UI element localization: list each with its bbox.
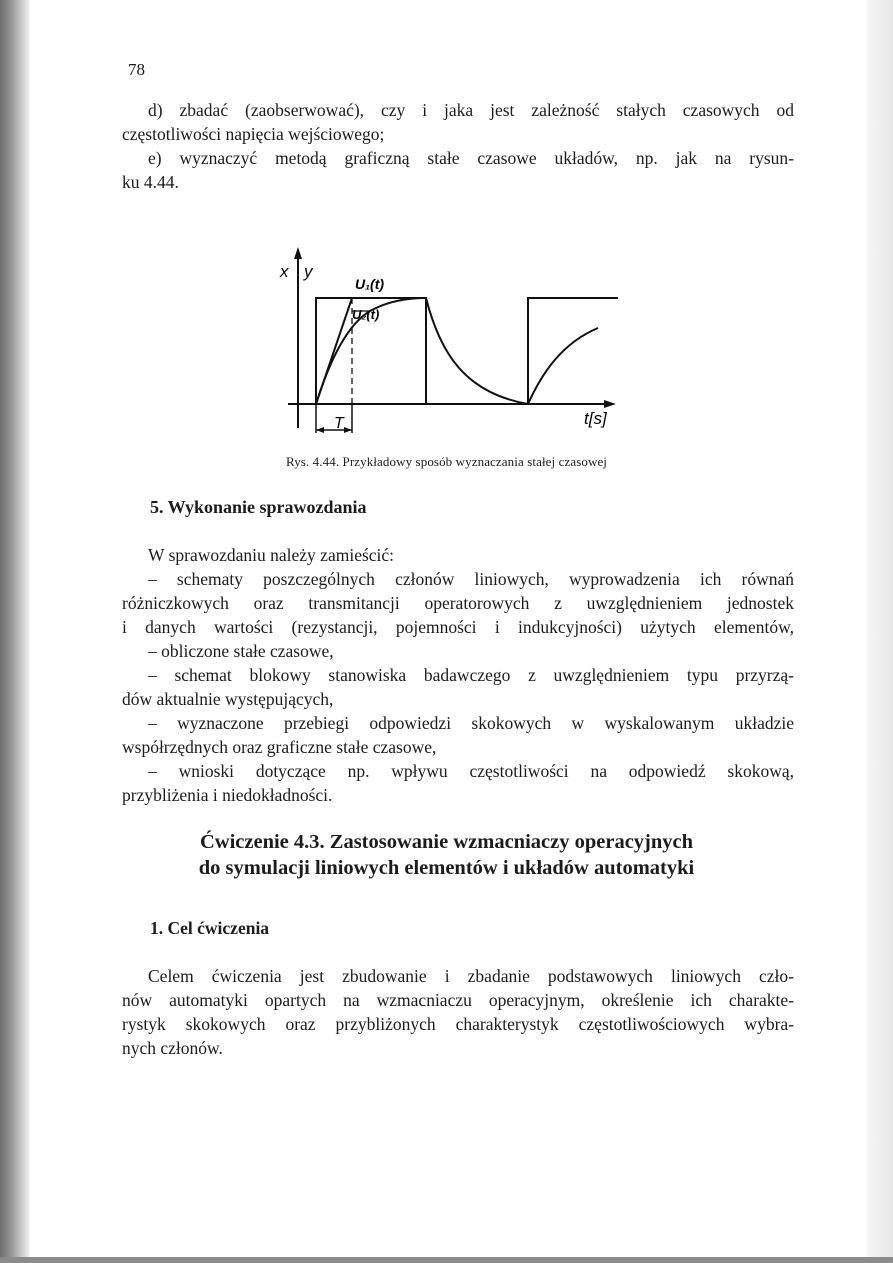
report-line: – obliczone stałe czasowe,: [148, 641, 334, 661]
time-axis-arrow-icon: [604, 400, 616, 408]
report-line: przybliżenia i niedokładności.: [122, 785, 333, 805]
output-curve-label: U₂(t): [352, 307, 380, 322]
report-line: – wyznaczone przebiegi odpowiedzi skokowych w wyskalowanym układzie: [148, 713, 794, 733]
time-axis-label: t[s]: [584, 409, 607, 428]
goal-line: nów automatyki opartych na wzmacniaczu operacyjnym, określenie ich charakte-: [122, 990, 794, 1010]
t-dim-arrow-right-icon: [344, 427, 352, 433]
goal-line: Celem ćwiczenia jest zbudowanie i zbadanie podstawowych liniowych czło-: [148, 966, 794, 986]
exercise-title: [0, 829, 893, 881]
output-decay-curve: [426, 298, 528, 404]
report-line: i danych wartości (rezystancji, pojemności i indukcyjności) użytych elementów,: [122, 617, 794, 637]
scan-edge-bottom: [0, 1257, 893, 1263]
time-constant-label: T: [334, 415, 344, 432]
output-second-rise-curve: [528, 328, 598, 404]
intro-line: e) wyznaczyć metodą graficzną stałe czasowe układów, np. jak na rysun-: [148, 148, 794, 168]
exercise-title-line: Ćwiczenie 4.3. Zastosowanie wzmacniaczy operacyjnych: [199, 831, 694, 853]
figure-caption: Rys. 4.44. Przykładowy sposób wyznaczania stałej czasowej: [285, 454, 608, 469]
goal-line: nych członów.: [122, 1038, 223, 1058]
intro-line: ku 4.44.: [122, 172, 179, 192]
axis-x-label: x: [280, 262, 289, 281]
scan-edge-right: [867, 0, 893, 1263]
axis-y-label: y: [304, 262, 313, 281]
t-dim-arrow-left-icon: [316, 427, 324, 433]
goal-body: [122, 964, 794, 1060]
section-5-body: [122, 543, 794, 807]
page-number: 78: [128, 60, 145, 79]
section-5-heading: 5. Wykonanie sprawozdania: [150, 497, 367, 517]
goal-heading: 1. Cel ćwiczenia: [150, 918, 270, 938]
figure-time-constant: [270, 243, 630, 443]
report-line: – schemat blokowy stanowiska badawczego z uwzględnieniem typu przyrzą-: [148, 665, 794, 685]
exercise-title-line: do symulacji liniowych elementów i układów automatyki: [198, 857, 695, 879]
report-line: współrzędnych oraz graficzne stałe czasowe,: [122, 737, 437, 757]
y-axis-arrow-icon: [294, 247, 302, 259]
report-line: różniczkowych oraz transmitancji operatorowych z uwzględnieniem jednostek: [122, 593, 794, 613]
report-line: – schematy poszczególnych członów liniowych, wyprowadzenia ich równań: [148, 569, 794, 589]
input-step-second-pulse: [528, 298, 618, 404]
figure-plot: [270, 243, 630, 443]
report-line: – wnioski dotyczące np. wpływu częstotliwości na odpowiedź skokową,: [148, 761, 794, 781]
goal-line: rystyk skokowych oraz przybliżonych charakterystyk częstotliwościowych wybra-: [122, 1014, 794, 1034]
report-line: W sprawozdaniu należy zamieścić:: [148, 545, 395, 565]
input-curve-label: U₁(t): [355, 276, 385, 292]
scan-edge-left: [0, 0, 30, 1263]
report-line: dów aktualnie występujących,: [122, 689, 334, 709]
intro-line: częstotliwości napięcia wejściowego;: [122, 124, 385, 144]
intro-paragraph: [122, 98, 794, 194]
intro-line: d) zbadać (zaobserwować), czy i jaka jest zależność stałych czasowych od: [148, 100, 794, 120]
